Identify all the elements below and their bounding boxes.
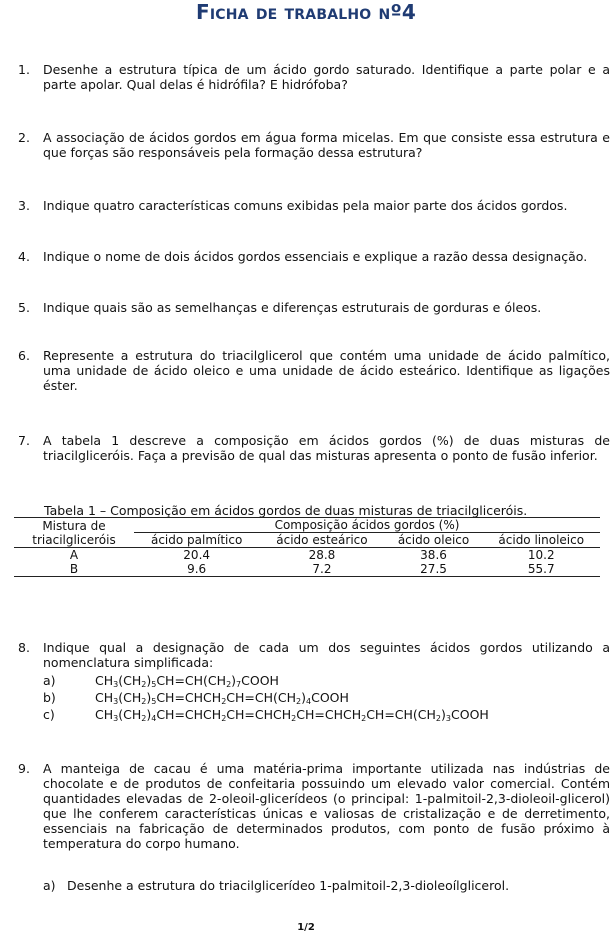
question-text: Indique quatro características comuns exibidas pela maior parte dos ácidos gordos. (43, 198, 568, 213)
question-8 (18, 640, 610, 670)
item-label: c) (43, 707, 55, 722)
page-number: 1/2 (297, 922, 315, 933)
page-title: Ficha de trabalho nº4 (195, 0, 417, 24)
formula: $CH_3(CH_2)_5CH=CHCH_2CH=CH(CH_2)_4COOH$ (95, 690, 349, 706)
question-3 (18, 198, 610, 213)
question-7 (18, 433, 610, 463)
row-label: B (69, 562, 79, 576)
formula: $CH_3(CH_2)_5CH=CH(CH_2)_7COOH$ (95, 673, 279, 689)
table-caption: Tabela 1 – Composição em ácidos gordos de duas misturas de triacilgliceróis. (44, 503, 528, 518)
question-1 (18, 62, 610, 92)
question-text: A manteiga de cacau é uma matéria-prima importante utilizada nas indústrias de chocolate e de produtos de confeitaria possuindo um elevado valor comercial. Contém quantidades elevadas de 2-oleoil-glicerídeos (o principal: 1-palmitoil-2,3-dioleoil-glicerol) que lhe conferem características únicas e valiosas de cristalização e de derretimento, essenciais na fabricação de determinados produtos, com ponto de fusão próximo à temperatura do corpo humano. (43, 761, 610, 851)
question-text: Indique qual a designação de cada um dos seguintes ácidos gordos utilizando a nomenclatura simplificada: (43, 640, 610, 670)
table-row (14, 548, 600, 563)
sub-question-text: Desenhe a estrutura do triacilglicerídeo 1-palmitoil-2,3-dioleoílglicerol. (67, 878, 510, 893)
table-row (14, 562, 600, 577)
table-cell: 7.2 (312, 562, 332, 576)
table-cell: 28.8 (308, 548, 336, 562)
column-header: ácido esteárico (276, 533, 368, 547)
item-label: a) (43, 673, 56, 688)
column-header: ácido linoleico (498, 533, 585, 547)
question-text: A associação de ácidos gordos em água forma micelas. Em que consiste essa estrutura e que forças são responsáveis pela formação dessa estrutura? (43, 130, 610, 160)
table-cell: 27.5 (420, 562, 447, 576)
group-header: Composição ácidos gordos (%) (134, 518, 600, 533)
item-label: a) (43, 878, 56, 893)
question-text: Indique quais são as semelhanças e diferenças estruturais de gorduras e óleos. (43, 300, 542, 315)
question-text: A tabela 1 descreve a composição em ácidos gordos (%) de duas misturas de triacilgliceróis. Faça a previsão de qual das misturas apresenta o ponto de fusão inferior. (43, 433, 610, 463)
question-number: 5. (18, 300, 30, 315)
question-number: 7. (18, 433, 30, 448)
table-cell: 9.6 (187, 562, 207, 576)
question-text: Indique o nome de dois ácidos gordos essenciais e explique a razão dessa designação. (43, 249, 588, 264)
question-number: 2. (18, 130, 30, 145)
question-2 (18, 130, 610, 160)
row-header: Mistura de triacilgliceróis (32, 518, 116, 547)
table-cell: 38.6 (420, 548, 447, 562)
item-label: b) (43, 690, 56, 705)
question-6 (18, 348, 610, 393)
question-number: 6. (18, 348, 30, 363)
table-cell: 55.7 (527, 562, 555, 576)
formula: $CH_3(CH_2)_4CH=CHCH_2CH=CHCH_2CH=CHCH_2CH=CH(CH_2)_3COOH$ (95, 707, 489, 723)
question-4 (18, 249, 610, 264)
table-cell: 10.2 (527, 548, 555, 562)
question-number: 4. (18, 249, 30, 264)
question-number: 8. (18, 640, 30, 655)
question-9 (18, 761, 610, 851)
table-cell: 20.4 (183, 548, 211, 562)
question-number: 3. (18, 198, 30, 213)
question-5 (18, 300, 610, 315)
question-text: Represente a estrutura do triacilglicerol que contém uma unidade de ácido palmítico, uma unidade de ácido oleico e uma unidade de ácido esteárico. Identifique as ligações éster. (43, 348, 610, 393)
question-text: Desenhe a estrutura típica de um ácido gordo saturado. Identifique a parte polar e a parte apolar. Qual delas é hidrófila? E hidrófoba? (43, 62, 610, 92)
question-number: 1. (18, 62, 30, 77)
column-header: ácido oleico (397, 533, 470, 547)
column-header: ácido palmítico (150, 533, 243, 547)
question-number: 9. (18, 761, 30, 776)
row-label: A (69, 548, 79, 562)
composition-table (14, 517, 600, 577)
